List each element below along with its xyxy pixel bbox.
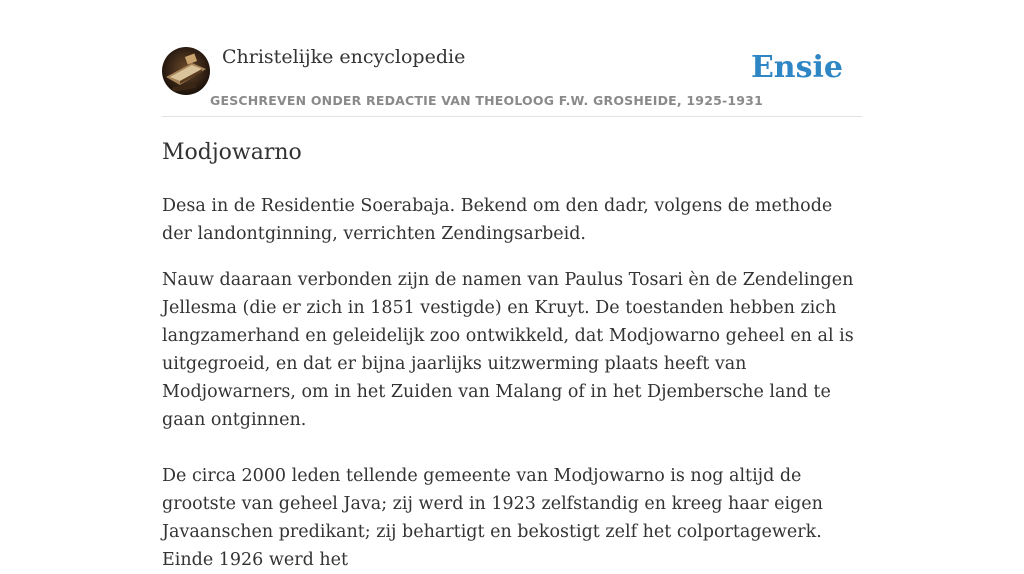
brand-logo-link[interactable]: Ensie	[750, 50, 843, 85]
book-title[interactable]: Christelijke encyclopedie	[222, 46, 466, 68]
book-subtitle: GESCHREVEN ONDER REDACTIE VAN THEOLOOG F.W. GROSHEIDE, 1925-1931	[210, 93, 763, 108]
book-cover-avatar[interactable]	[162, 47, 210, 95]
article-paragraph: De circa 2000 leden tellende gemeente van Modjowarno is nog altijd de grootste van geheel Java; zij werd in 1923 zelfstandig en kreeg haar eigen Javaanschen predikant; zij behartigt en bekostigt zelf het colportagewerk. Einde 1926 werd het	[162, 466, 823, 570]
book-cover-image	[162, 47, 210, 95]
article-body	[162, 192, 862, 574]
page-container	[162, 0, 862, 570]
header	[162, 0, 862, 117]
article-paragraph: Nauw daaraan verbonden zijn de namen van Paulus Tosari èn de Zendelingen Jellesma (die er zich in 1851 vestigde) en Kruyt. De toestanden hebben zich langzamerhand en geleidelijk zoo ontwikkeld, dat Modjowarno geheel en al is uitgegroeid, en dat er bijna jaarlijks uitzwerming plaats heeft van Modjowarners, om in het Zuiden van Malang of in het Djembersche land te gaan ontginnen.	[162, 270, 854, 430]
article-title: Modjowarno	[162, 140, 302, 165]
article-paragraph: Desa in de Residentie Soerabaja. Bekend om den dadr, volgens de methode der landontginning, verrichten Zendingsarbeid.	[162, 196, 833, 244]
